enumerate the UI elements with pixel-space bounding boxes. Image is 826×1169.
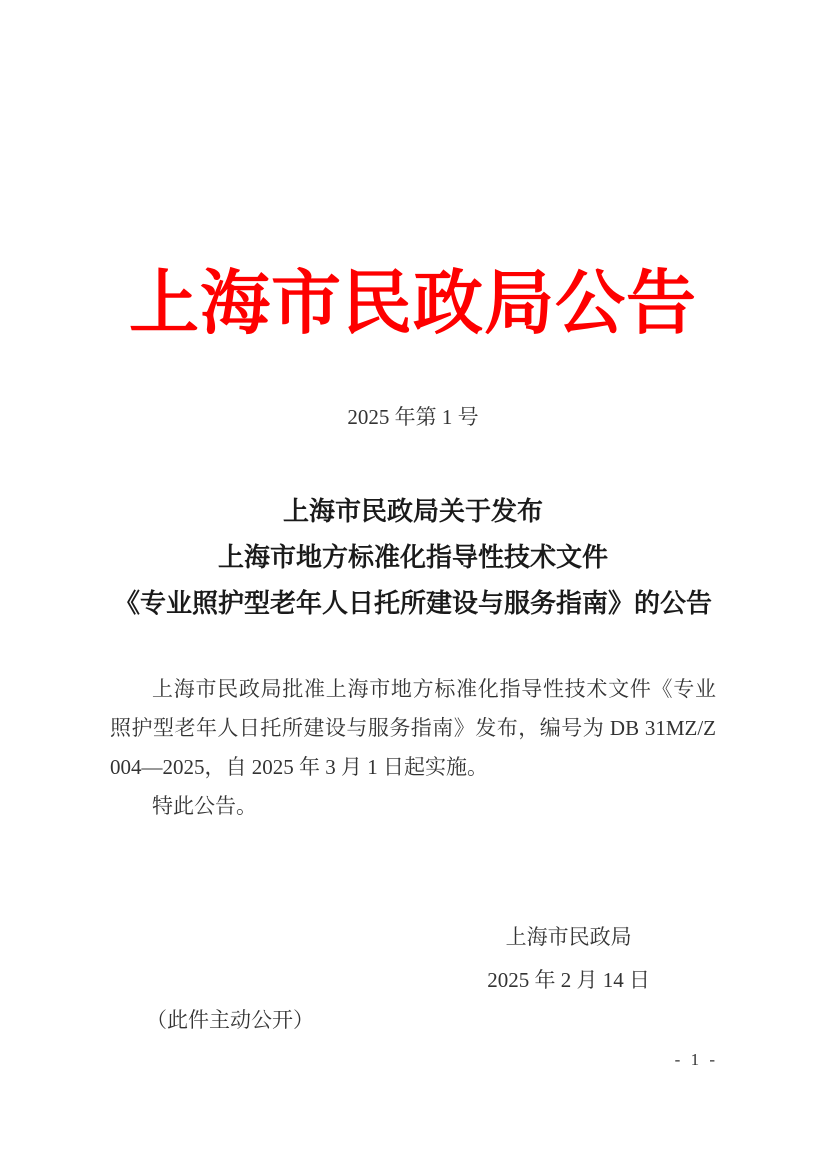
body-line-3: 004—2025，自 2025 年 3 月 1 日起实施。	[110, 755, 488, 779]
doc-number: 2025 年第 1 号	[347, 405, 479, 429]
body-line-1: 上海市民政局批准上海市地方标准化指导性技术文件《专业	[152, 677, 716, 701]
body-line-2: 照护型老年人日托所建设与服务指南》发布，编号为 DB 31MZ/Z	[110, 716, 716, 740]
signature-date: 2025 年 2 月 14 日	[487, 968, 650, 992]
page-number: - 1 -	[674, 1050, 718, 1069]
signer-name: 上海市民政局	[505, 925, 632, 949]
announcement-subject	[0, 488, 826, 626]
subject-line-2: 上海市地方标准化指导性技术文件	[217, 542, 608, 572]
subject-line-3: 《专业照护型老年人日托所建设与服务指南》的公告	[113, 588, 712, 618]
body-line-4: 特此公告。	[152, 794, 257, 818]
page-title: 上海市民政局公告	[129, 266, 697, 343]
signature-block	[487, 916, 650, 1002]
subject-line-1: 上海市民政局关于发布	[282, 496, 543, 526]
disclosure-note: （此件主动公开）	[146, 1008, 314, 1032]
announcement-body	[110, 670, 716, 826]
